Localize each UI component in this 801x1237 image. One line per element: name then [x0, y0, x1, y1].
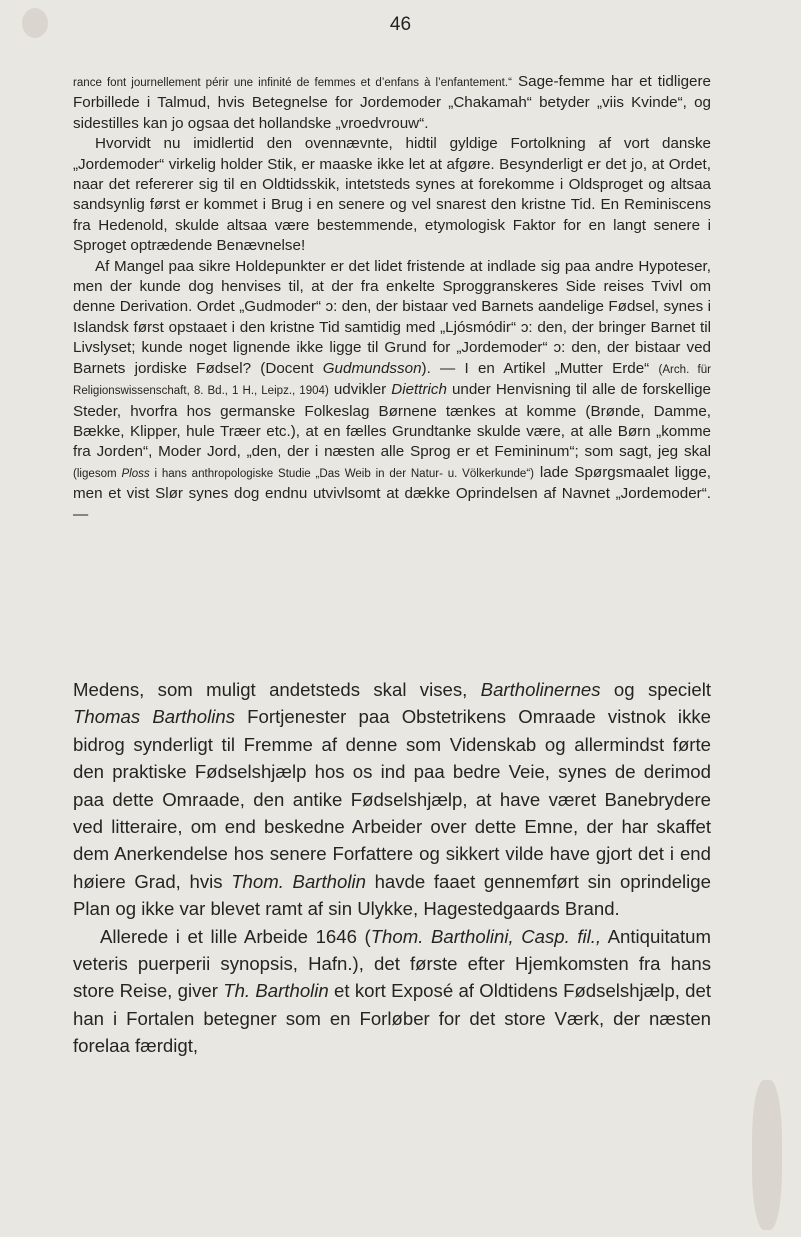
text-run: Hvorvidt nu imidlertid den ovennævnte, hidtil gyldige Fortolkning af vort danske „Jordemoder“ virkelig holder Stik, er maaske ikke let at afgøre. Besynderligt er det jo, at Ordet, naar det refererer sig til en Oldtidsskik, intetsteds synes at forekomme i Oldsproget og altsaa sandsynlig først er kommet i Brug i en senere og vel snarest den kristne Tid. En Reminiscens fra Hedenold, skulde altsaa være bestemmende, etymologisk Faktor for en langt senere i Sproget optrædende Benævnelse! [73, 135, 711, 255]
body-text-small [73, 72, 711, 525]
text-run: havde faaet gennemført sin oprindelige Plan og ikke var blevet ramt af sin Ulykke, Hagestedgaards Brand. [73, 870, 711, 920]
italic-text: Gudmundsson [322, 359, 422, 377]
text-run: Sage-femme har et tidligere Forbillede i Talmud, hvis Betegnelse for Jordemoder „Chakamah“ betyder „viis Kvinde“, og sidestilles kan jo ogsaa det hollandske „vroedvrouw“. [73, 73, 711, 132]
text-run: Af Mangel paa sikre Holdepunkter er det lidet fristende at indlade sig paa andre Hypoteser, men der kunde dog henvises til, at der fra enkelte Sproggranskeres Side reises Tvivl om denne Derivation. Ordet „Gudmoder“ ɔ: den, der bistaar ved Barnets aandelige Fødsel, synes i Islandsk først opstaaet i den kristne Tid samtidig med „Ljósmódir“ ɔ: den, der bringer Barnet til Livslyset; kunde noget lignende ikke ligge til Grund for „Jordemoder“ ɔ: den, der bistaar ved Barnets jordiske Fødsel? (Docent [73, 257, 711, 377]
reference-text: (Arch. für Religionswissenschaft, 8. Bd., 1 H., Leipz., 1904) [73, 363, 711, 398]
italic-text: Th. Bartholin [223, 980, 329, 1002]
body-text-large [73, 676, 711, 1060]
paragraph [73, 257, 711, 525]
text-run: et kort Exposé af Oldtidens Fødselshjælp, det han i Fortalen betegner som en Forløber for det store Værk, der næsten forelaa færdigt, [73, 980, 711, 1057]
text-run: Allerede i et lille Arbeide 1646 ( [99, 925, 371, 947]
paragraph [73, 676, 711, 923]
reference-text: i hans anthropologiske Studie „Das Weib in der Natur- u. Völkerkunde“) [149, 467, 535, 480]
italic-text: Bartholinernes [480, 679, 601, 700]
text-run: Antiquitatum veteris puerperii synopsis, Hafn.), det første efter Hjemkomsten fra hans store Reise, giver [73, 925, 711, 1002]
text-run: ). — I en Artikel „Mutter Erde“ [421, 359, 659, 377]
reference-text: (ligesom [73, 467, 122, 480]
text-run: og specielt [600, 679, 711, 700]
text-run: Fortjenester paa Obstetrikens Omraade vistnok ikke bidrog synderligt til Fremme af denne som Videnskab og allermindst førte den praktiske Fødselshjælp hos os ind paa bedre Veie, synes de derimod paa dette Omraade, den antike Fødselshjælp, at have været Banebrydere ved litteraire, om end beskedne Arbeider over dette Emne, der har skaffet dem Anerkendelse hos senere Forfattere og sikkert vilde have gjort det i end høiere Grad, hvis [73, 706, 712, 892]
paragraph [73, 923, 711, 1060]
italic-text: Thom. Bartholini, Casp. fil., [370, 925, 602, 947]
italic-text: Ploss [121, 467, 150, 480]
italic-text: Thom. Bartholin [231, 870, 366, 892]
reference-text: rance font journellement périr une infinité de femmes et d’enfans à l’enfantement.“ [73, 77, 512, 89]
page-number: 46 [389, 14, 412, 35]
paragraph [73, 134, 711, 256]
italic-text: Thomas Bartholins [73, 706, 236, 728]
text-run: lade Spørgsmaalet ligge, men et vist Slør synes dog endnu utvivlsomt at dække Oprindelsen af Navnet „Jordemoder“. — [73, 463, 712, 523]
text-run: under Henvisning til alle de forskellige Steder, hvorfra hos germanske Folkeslag Børnene tænkes at komme (Brønde, Damme, Bække, Klipper, hule Træer etc.), at en fælles Grundtanke skulde være, at alle Børn „komme fra Jorden“, Moder Jord, „den, der i næsten alle Sprog er et Femininum“; som sagt, jeg skal [73, 381, 711, 461]
italic-text: Diettrich [391, 381, 447, 399]
text-run: Medens, som muligt andetsteds skal vises, [73, 679, 481, 700]
text-run: udvikler [328, 381, 392, 399]
paper-stain [752, 1080, 782, 1230]
paragraph [73, 72, 711, 134]
